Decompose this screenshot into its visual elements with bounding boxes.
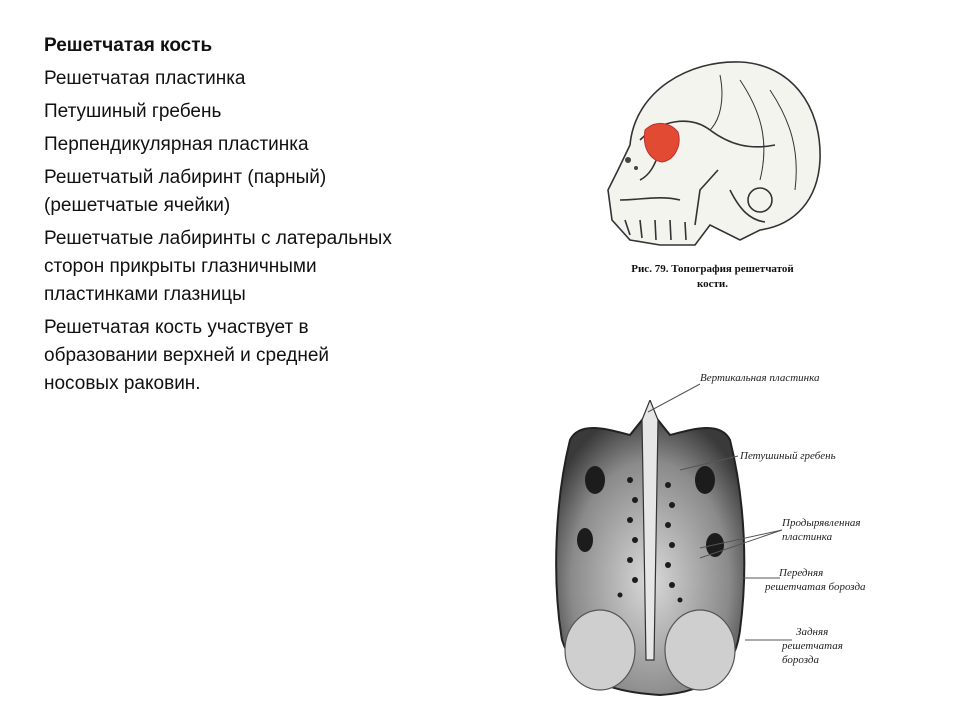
label-crista-galli: Петушиный гребень [740,450,836,462]
text-item-orbital-plates: Решетчатые лабиринты с латеральных сторон прикрыты глазничными пластинками глазницы [44,228,392,305]
label-perforated-plate: Продырявленная пластинка [782,517,861,543]
slide-title: Решетчатая кость [44,35,213,56]
text-item-crista-galli: Петушиный гребень [44,101,222,122]
figure1-caption-line2: кости. [696,278,729,290]
label-anterior-groove: Передняя решетчатая борозда [765,567,866,593]
text-item-cribriform-plate: Решетчатая пластинка [44,68,246,89]
text-item-labyrinth: Решетчатый лабиринт (парный) (решетчатые ячейки) [44,167,327,216]
label-posterior-groove: Задняя решетчатая борозда [782,626,843,666]
skull-illustration [600,50,825,250]
text-item-perpendicular-plate: Перпендикулярная пластинка [44,134,309,155]
label-vertical-plate: Вертикальная пластинка [700,372,820,384]
text-item-conchae: Решетчатая кость участвует в образовании верхней и средней носовых раковин. [44,317,329,394]
figure1-caption [600,262,825,292]
ethmoid-illustration [550,400,750,700]
figure1-caption-line1: Рис. 79. Топография решетчатой [631,263,794,275]
text-block [44,32,394,403]
